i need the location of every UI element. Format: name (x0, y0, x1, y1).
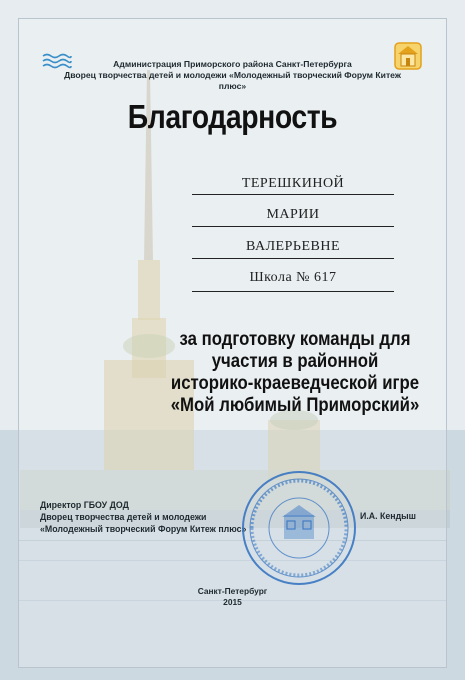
underline (192, 226, 394, 227)
issuer-header (60, 59, 405, 92)
signatory-title: Директор ГБОУ ДОД (40, 500, 129, 510)
issuer-line-palace: Дворец творчества детей и молодежи «Молодежный творческий Форум Китеж плюс» (64, 70, 401, 91)
signatory-name: И.А. Кендыш (360, 511, 417, 521)
recipient-patronymic: ВАЛЕРЬЕВНЕ (246, 239, 340, 254)
official-round-stamp-icon (240, 469, 358, 587)
certificate-footer (0, 586, 465, 608)
reason-line: за подготовку команды для (179, 328, 411, 350)
recipient-surname: ТЕРЕШКИНОЙ (241, 176, 345, 191)
recipient-school: Школа № 617 (249, 270, 337, 285)
underline (192, 194, 394, 195)
reason-line: «Мой любимый Приморский» (170, 394, 420, 416)
signatory-position (40, 499, 246, 535)
issuer-line-administration: Администрация Приморского района Санкт-Петербурга (113, 59, 352, 69)
footer-city: Санкт-Петербург (197, 586, 268, 596)
footer-year: 2015 (223, 597, 242, 607)
signatory-organization: Дворец творчества детей и молодежи (40, 512, 207, 522)
gratitude-reason (166, 328, 424, 416)
reason-line: историко-краеведческой игре (170, 372, 420, 394)
underline (192, 291, 394, 292)
underline (192, 258, 394, 259)
signatory-organization-name: «Молодежный творческий Форум Китеж плюс» (40, 524, 247, 534)
reason-line: участия в районной (211, 350, 379, 372)
recipient-name: МАРИИ (266, 207, 320, 222)
certificate-title: Благодарность (127, 98, 338, 135)
